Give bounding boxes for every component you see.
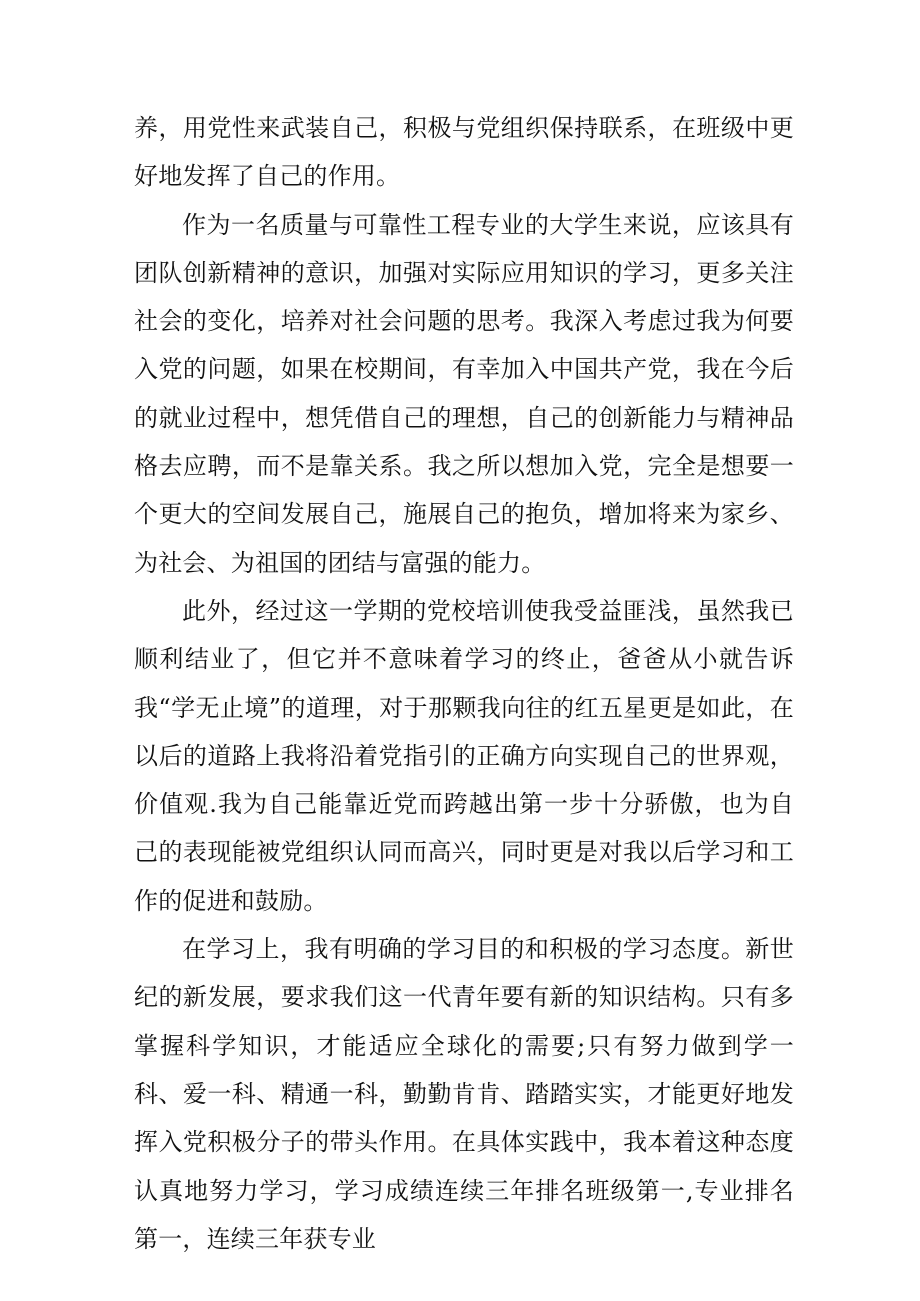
- paragraph-party-school: 此外，经过这一学期的党校培训使我受益匪浅，虽然我已顺利结业了，但它并不意味着学习的终止，爸爸从小就告诉我“学无止境”的道理，对于那颗我向往的红五星更是如此，在以后的道路上我将沿着党指引的正确方向实现自己的世界观，价值观.我为自己能靠近党而跨越出第一步十分骄傲，也为自己的表现能被党组织认同而高兴，同时更是对我以后学习和工作的促进和鼓励。: [134, 596, 794, 915]
- paragraph-party-motivation: 作为一名质量与可靠性工程专业的大学生来说，应该具有团队创新精神的意识，加强对实际应用知识的学习，更多关注社会的变化，培养对社会问题的思考。我深入考虑过我为何要入党的问题，如果在校期间，有幸加入中国共产党，我在今后的就业过程中，想凭借自己的理想，自己的创新能力与精神品格去应聘，而不是靠关系。我之所以想加入党，完全是想要一个更大的空间发展自己，施展自己的抱负，增加将来为家乡、为社会、为祖国的团结与富强的能力。: [134, 210, 794, 577]
- paragraph-study-attitude: 在学习上，我有明确的学习目的和积极的学习态度。新世纪的新发展，要求我们这一代青年要有新的知识结构。只有多掌握科学知识，才能适应全球化的需要;只有努力做到学一科、爱一科、精通一科，勤勤肯肯、踏踏实实，才能更好地发挥入党积极分子的带头作用。在具体实践中，我本着这种态度认真地努力学习，学习成绩连续三年排名班级第一,专业排名第一，连续三年获专业: [134, 935, 794, 1253]
- paragraph-continuation: 养，用党性来武装自己，积极与党组织保持联系，在班级中更好地发挥了自己的作用。: [134, 114, 794, 191]
- document-body: [134, 104, 794, 1263]
